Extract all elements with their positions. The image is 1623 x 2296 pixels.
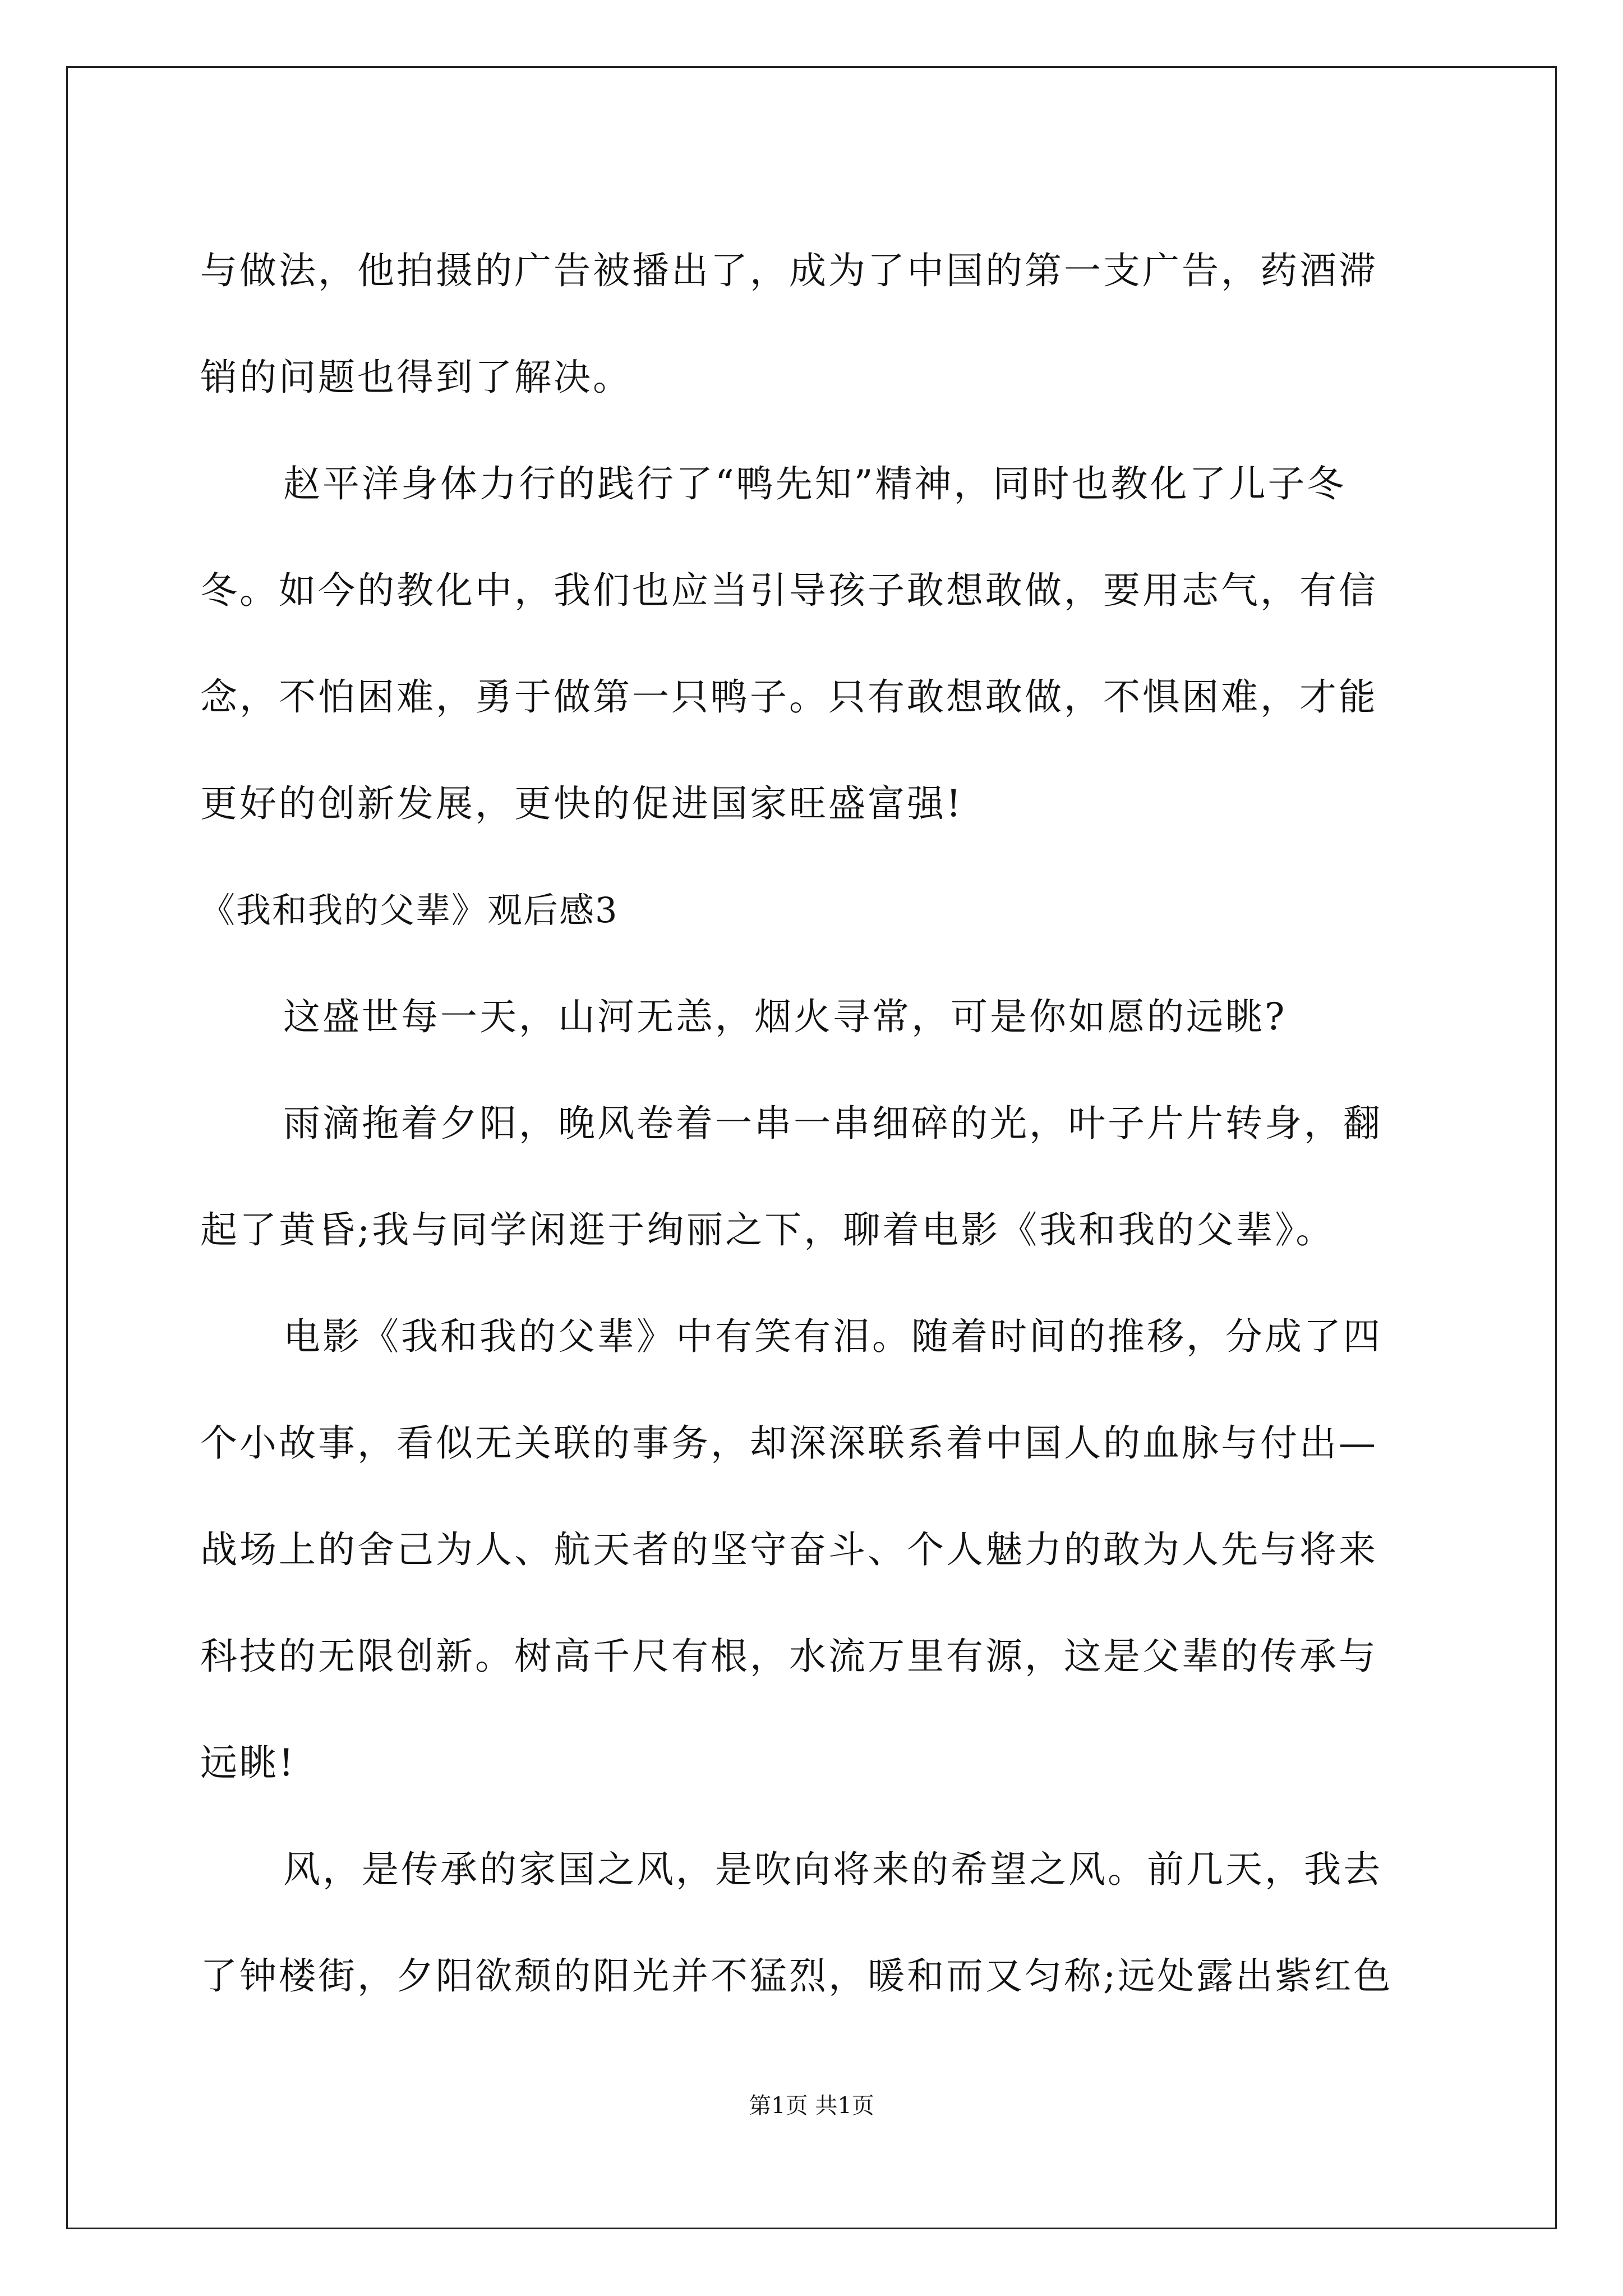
paragraph-line: 了钟楼街，夕阳欲颓的阳光并不猛烈，暖和而又匀称;远处露出紫红色 bbox=[200, 1954, 1393, 1998]
paragraph-line: 战场上的舍己为人、航天者的坚守奋斗、个人魅力的敢为人先与将来 bbox=[200, 1528, 1378, 1571]
section-title: 《我和我的父辈》观后感3 bbox=[200, 890, 619, 931]
document-body bbox=[200, 218, 1422, 2030]
paragraph-line: 科技的无限创新。树高千尺有根，水流万里有源，这是父辈的传承与 bbox=[200, 1635, 1378, 1678]
paragraph-line: 与做法，他拍摄的广告被播出了，成为了中国的第一支广告，药酒滞 bbox=[200, 249, 1378, 292]
paragraph-line: 风，是传承的家国之风，是吹向将来的希望之风。前几天，我去 bbox=[283, 1848, 1382, 1891]
paragraph-line: 冬。如今的教化中，我们也应当引导孩子敢想敢做，要用志气，有信 bbox=[200, 569, 1378, 612]
paragraph-line: 远眺! bbox=[200, 1741, 296, 1784]
paragraph-line: 起了黄昏;我与同学闲逛于绚丽之下，聊着电影《我和我的父辈》。 bbox=[200, 1208, 1335, 1251]
paragraph-line: 更好的创新发展，更快的促进国家旺盛富强! bbox=[200, 782, 963, 825]
paragraph-line: 赵平洋身体力行的践行了“鸭先知”精神，同时也教化了儿子冬 bbox=[283, 462, 1347, 505]
paragraph-line: 个小故事，看似无关联的事务，却深深联系着中国人的血脉与付出— bbox=[200, 1421, 1378, 1465]
page-footer: 第1页 共1页 bbox=[749, 2093, 874, 2119]
paragraph-line: 电影《我和我的父辈》中有笑有泪。随着时间的推移，分成了四 bbox=[283, 1315, 1382, 1358]
paragraph-line: 销的问题也得到了解决。 bbox=[200, 356, 632, 399]
paragraph-line: 念，不怕困难，勇于做第一只鸭子。只有敢想敢做，不惧困难，才能 bbox=[200, 675, 1378, 719]
paragraph-line: 这盛世每一天，山河无恙，烟火寻常，可是你如愿的远眺? bbox=[283, 995, 1287, 1038]
paragraph-line: 雨滴拖着夕阳，晚风卷着一串一串细碎的光，叶子片片转身，翻 bbox=[283, 1102, 1382, 1145]
